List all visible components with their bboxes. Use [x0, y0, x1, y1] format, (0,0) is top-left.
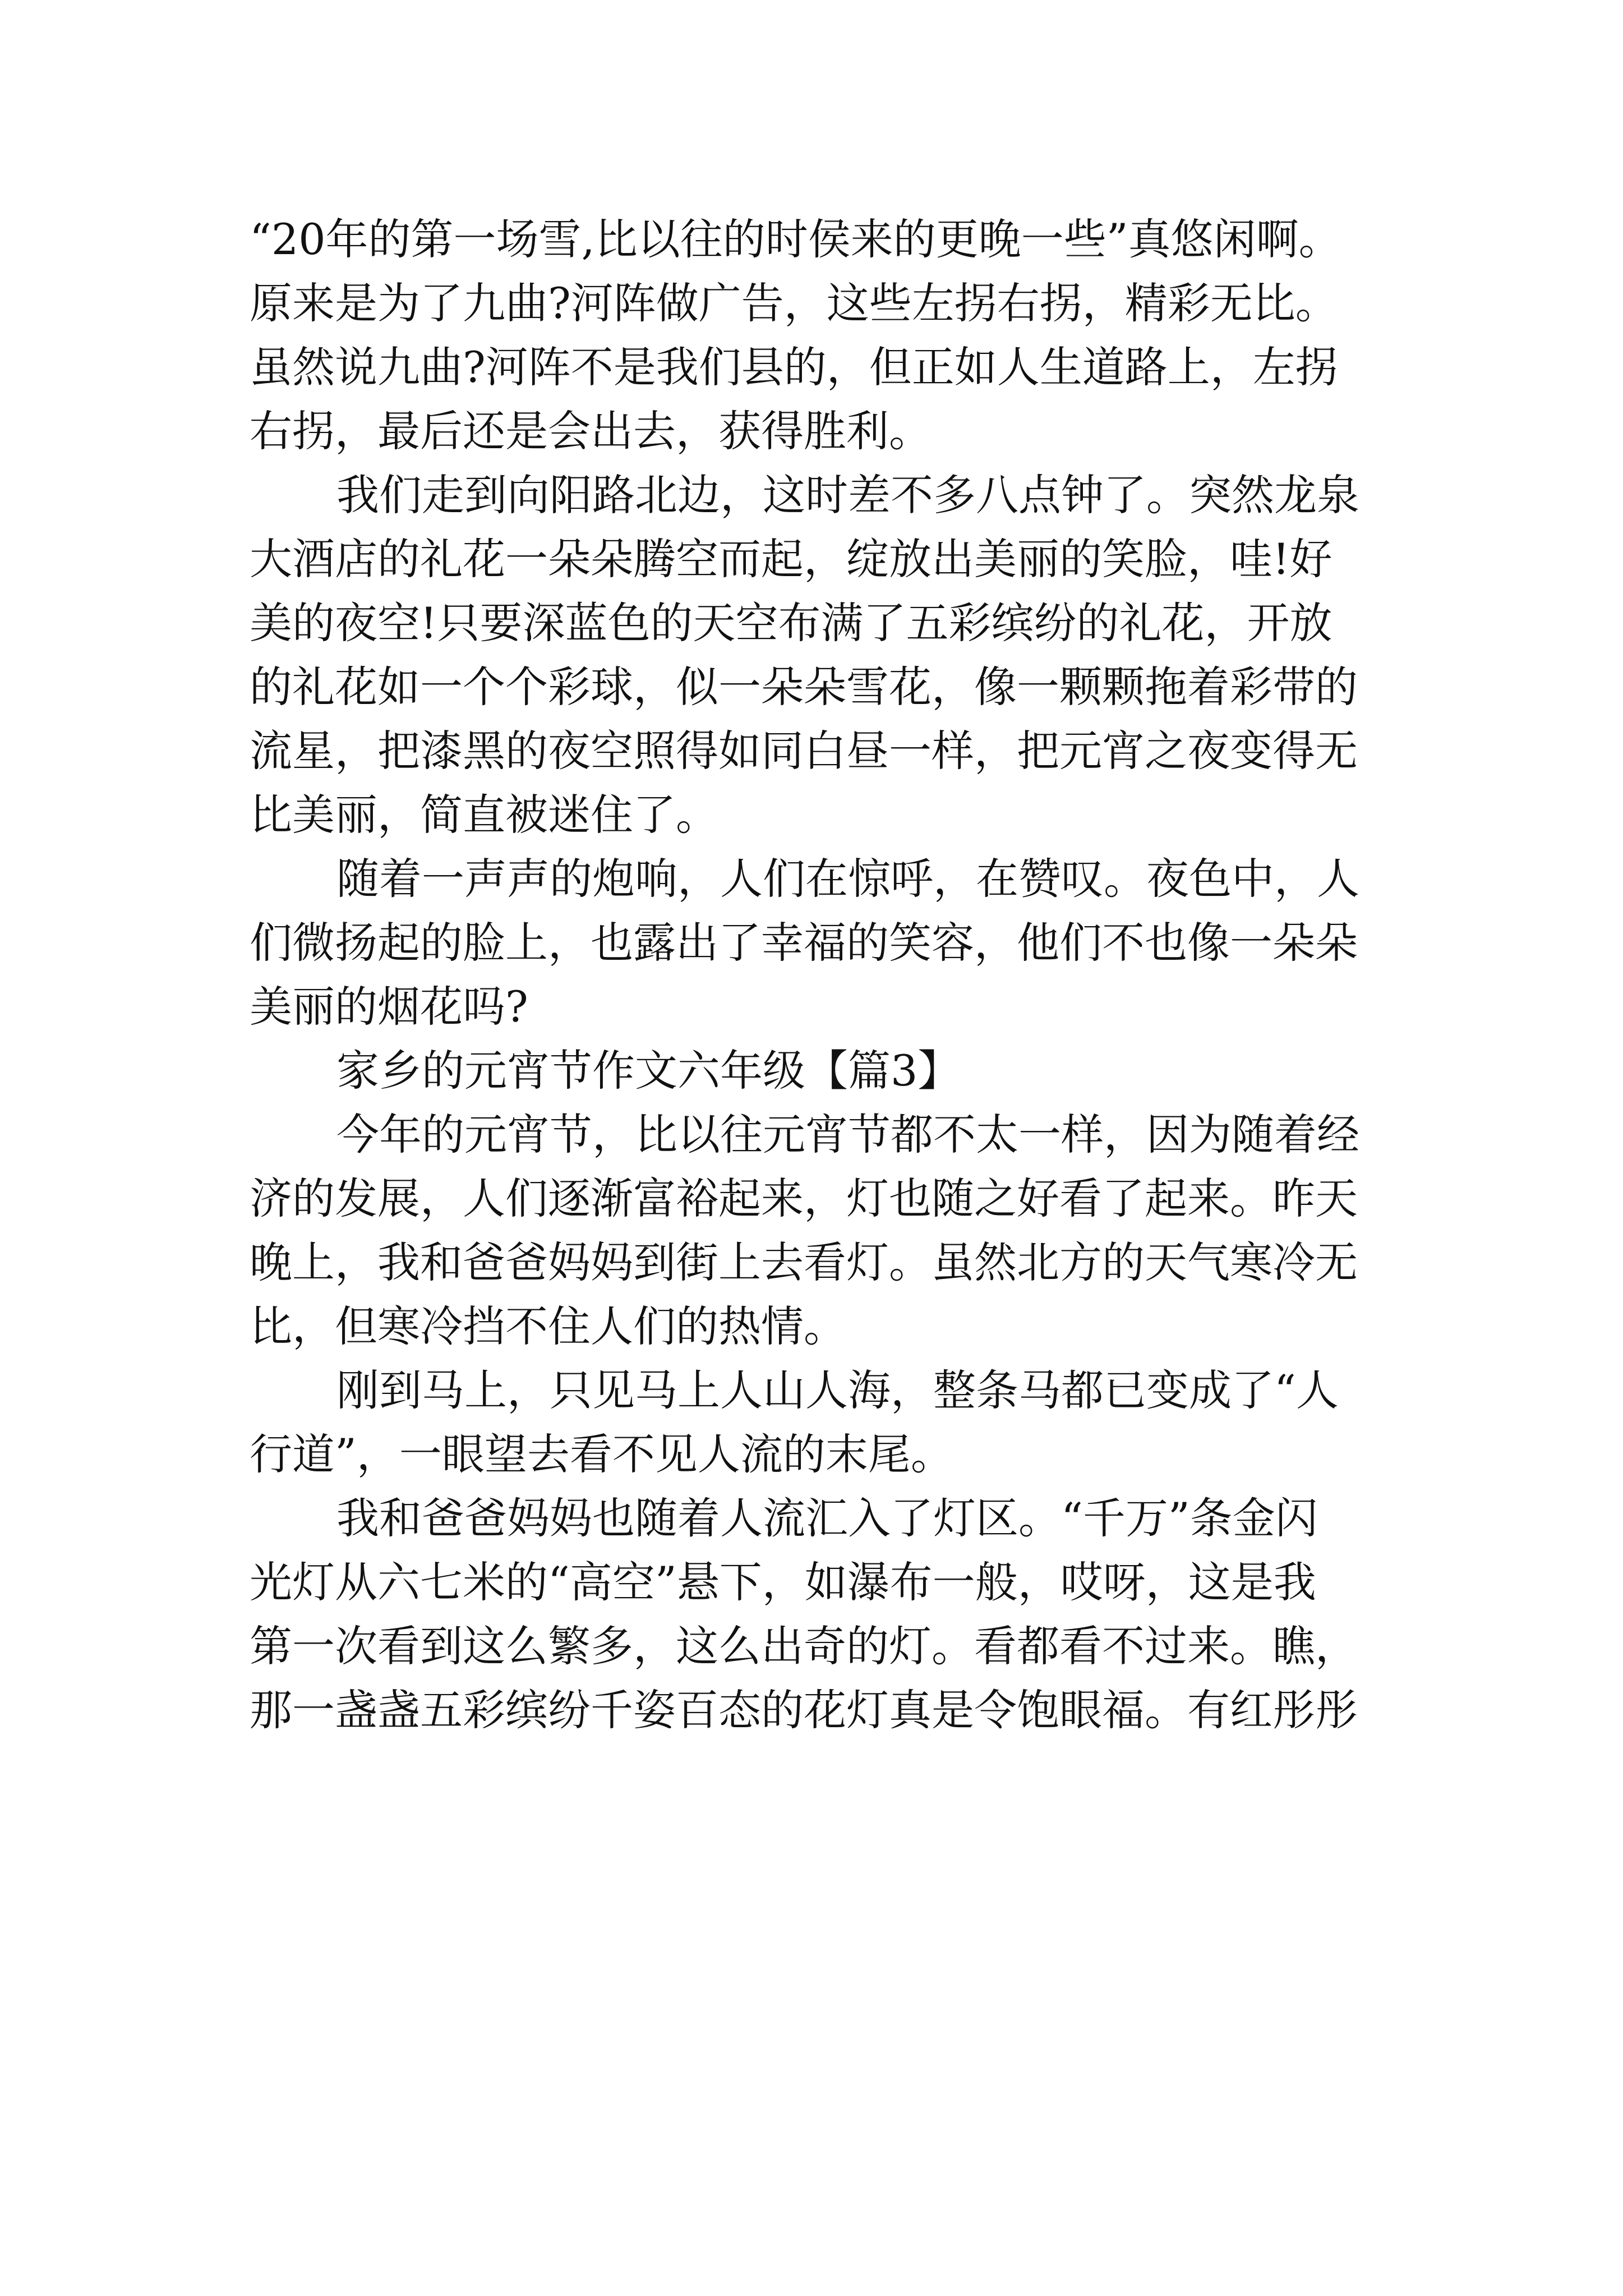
text-line: 原来是为了九曲?河阵做广告，这些左拐右拐，精彩无比。	[250, 278, 1338, 328]
text-line: 那一盏盏五彩缤纷千姿百态的花灯真是令饱眼福。有红彤彤	[250, 1685, 1358, 1735]
section-heading	[250, 1039, 1399, 1103]
text-line: 济的发展，人们逐渐富裕起来，灯也随之好看了起来。昨天	[250, 1174, 1358, 1223]
paragraph-1	[250, 208, 1399, 463]
text-line: 第一次看到这么繁多，这么出奇的灯。看都看不过来。瞧，	[250, 1621, 1358, 1671]
text-line: 美丽的烟花吗?	[250, 982, 528, 1032]
text-line: 虽然说九曲?河阵不是我们县的，但正如人生道路上，左拐	[250, 342, 1338, 392]
paragraph-5	[250, 1359, 1399, 1487]
paragraph-2	[250, 463, 1399, 847]
text-line: 晚上，我和爸爸妈妈到街上去看灯。虽然北方的天气寒冷无	[250, 1237, 1358, 1287]
text-line: 随着一声声的炮响，人们在惊呼，在赞叹。夜色中，人	[336, 854, 1359, 904]
paragraph-3	[250, 847, 1399, 1039]
text-line: 刚到马上，只见马上人山人海，整条马都已变成了“人	[336, 1365, 1339, 1415]
text-line: 光灯从六七米的“高空”悬下，如瀑布一般，哎呀，这是我	[250, 1557, 1316, 1607]
text-line: 们微扬起的脸上，也露出了幸福的笑容，他们不也像一朵朵	[250, 918, 1358, 968]
text-line: 大酒店的礼花一朵朵腾空而起，绽放出美丽的笑脸，哇!好	[250, 534, 1332, 584]
text-line: 今年的元宵节，比以往元宵节都不太一样，因为随着经	[336, 1110, 1359, 1159]
text-line: 比美丽，简直被迷住了。	[250, 790, 718, 840]
document-page	[250, 208, 1399, 1742]
text-line: 美的夜空!只要深蓝色的天空布满了五彩缤纷的礼花，开放	[250, 598, 1332, 648]
text-line: 的礼花如一个个彩球，似一朵朵雪花，像一颗颗拖着彩带的	[250, 662, 1358, 712]
text-line: 右拐，最后还是会出去，获得胜利。	[250, 406, 932, 456]
text-line: 我们走到向阳路北边，这时差不多八点钟了。突然龙泉	[336, 470, 1359, 520]
text-line: 我和爸爸妈妈也随着人流汇入了灯区。“千万”条金闪	[336, 1493, 1318, 1543]
text-line: 流星，把漆黑的夜空照得如同白昼一样，把元宵之夜变得无	[250, 726, 1358, 776]
paragraph-4	[250, 1103, 1399, 1359]
paragraph-6	[250, 1487, 1399, 1742]
text-line: 比，但寒冷挡不住人们的热情。	[250, 1301, 846, 1351]
text-line: 行道”，一眼望去看不见人流的末尾。	[250, 1429, 953, 1479]
section-title: 家乡的元宵节作文六年级【篇3】	[336, 1046, 961, 1096]
text-line: “20年的第一场雪,比以往的时侯来的更晚一些”真悠闲啊。	[250, 214, 1341, 264]
